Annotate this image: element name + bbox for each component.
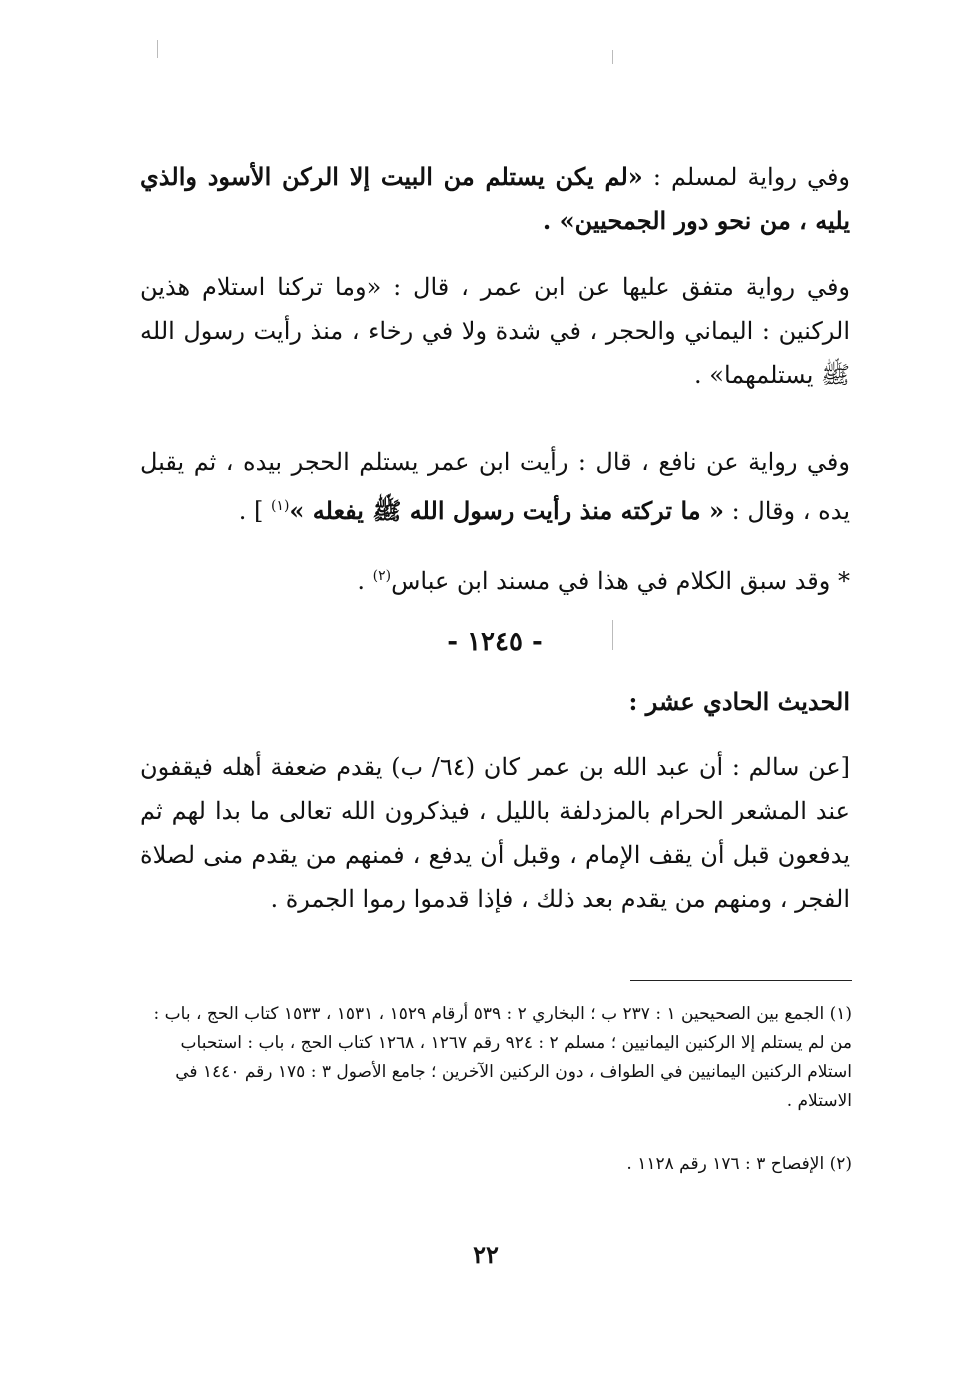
paragraph-salim-narration: [عن سالم : أن عبد الله بن عمر كان (٦٤/ ب) يقدم ضعفة أهله فيقفون عند المشعر الحرام بالمزدلفة بالليل ، فيذكرون الله تعالى ما بدا لهم ثم يدفعون قبل أن يقف الإمام ، وقبل أن يدفع ، فمنهم من يقدم منى لصلاة الفجر ، ومنهم من يقدم بعد ذلك ، فإذا قدموا رموا الجمرة . bbox=[140, 753, 851, 913]
footnote-divider bbox=[630, 980, 852, 981]
hadith-quote: «لم يكن يستلم من البيت إلا الركن الأسود والذي يليه ، من نحو دور الجمحيين» . bbox=[140, 162, 850, 235]
footnote-1: (١) الجمع بين الصحيحين ١ : ٢٣٧ ب ؛ البخاري ٢ : ٥٣٩ أرقام ١٥٢٩ ، ١٥٣١ ، ١٥٣٣ كتاب الحج ، باب : من لم يستلم إلا الركنين اليمانيين ؛ مسلم ٢ : ٩٢٤ رقم ١٢٦٧ ، ١٢٦٨ كتاب الحج ، باب : استحباب استلام الركنين اليمانيين في الطواف ، دون الركنين الآخرين ؛ جامع الأصول ٣ : ١٧٥ رقم ١٤٤٠ في الاستلام . bbox=[153, 1004, 852, 1111]
cross-reference-note bbox=[140, 554, 850, 603]
paragraph-tail: ] . bbox=[238, 497, 271, 525]
paragraph-muslim-narration bbox=[140, 155, 850, 243]
paragraph-lead: وفي رواية لمسلم : bbox=[642, 163, 851, 191]
footnote-2: (٢) الإفصاح ٣ : ١٧٦ رقم ١١٢٨ . bbox=[626, 1154, 852, 1174]
section-heading: الحديث الحادي عشر : bbox=[628, 687, 850, 716]
paragraph-lead: وفي رواية عن نافع ، قال : رأيت ابن عمر يستلم الحجر بيده ، ثم يقبل يده ، وقال : bbox=[140, 448, 850, 525]
footnote-ref: (١) bbox=[270, 498, 290, 514]
paragraph-agreed-narration: وفي رواية متفق عليها عن ابن عمر ، قال : «وما تركنا استلام هذين الركنين : اليماني والحجر ، في شدة ولا في رخاء ، منذ رأيت رسول الله ﷺ يستلمهما» . bbox=[140, 273, 850, 389]
paragraph-nafi-narration bbox=[140, 440, 850, 533]
hadith-quote: « ما تركته منذ رأيت رسول الله ﷺ يفعله » bbox=[289, 496, 724, 525]
note-tail: . bbox=[357, 567, 373, 595]
scan-mark bbox=[157, 40, 158, 58]
footnote-ref: (٢) bbox=[372, 568, 392, 584]
hadith-number: - ١٢٤٥ - bbox=[447, 627, 543, 657]
page-number: ٢٢ bbox=[473, 1240, 499, 1269]
scan-mark bbox=[612, 50, 613, 64]
note-text: * وقد سبق الكلام في هذا في مسند ابن عباس bbox=[391, 567, 850, 595]
